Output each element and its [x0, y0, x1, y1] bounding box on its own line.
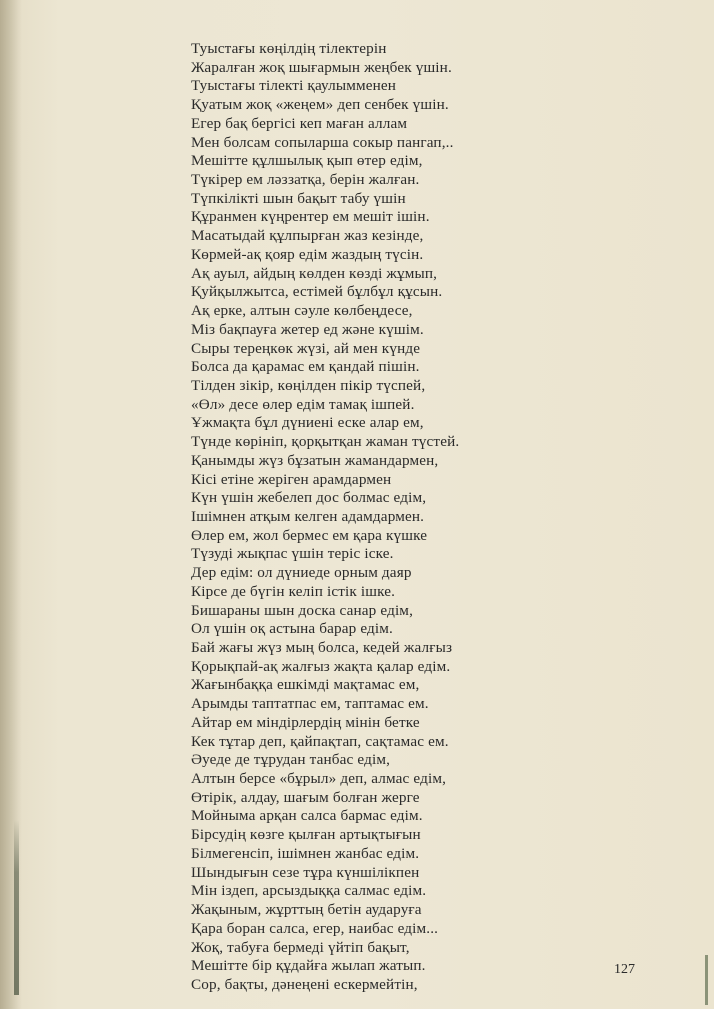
poem-line: Алтын берсе «бұрыл» деп, алмас едім,	[191, 770, 447, 788]
poem-line: Әуеде де тұрудан танбас едім,	[191, 751, 391, 769]
poem-line: Түпкілікті шын бақыт табу үшін	[191, 189, 406, 207]
poem-line: Түкірер ем ләззатқа, берін жалған.	[191, 171, 420, 189]
poem-line: Дер едім: ол дүниеде орным даяр	[191, 564, 412, 582]
poem-line: Мен болсам сопыларша сокыр пангап,..	[191, 133, 454, 151]
poem-line: Күн үшін жебелеп дос болмас едім,	[191, 489, 427, 507]
edge-stain-right	[705, 955, 708, 1005]
poem-line: Тілден зікір, көңілден пікір түспей,	[191, 376, 426, 394]
poem-line: Қорықпай-ақ жалғыз жақта қалар едім.	[191, 657, 451, 675]
poem-line: Кісі етіне жеріген арамдармен	[191, 470, 392, 488]
poem-line: Туыстағы көңілдің тілектерін	[191, 40, 387, 57]
poem-line: Болса да қарамас ем қандай пішін.	[191, 358, 420, 376]
poem-line: Көрмей-ақ қояр едім жаздың түсін.	[191, 245, 424, 263]
edge-stain	[14, 820, 19, 995]
poem-line: Жағынбаққа ешкімді мақтамас ем,	[191, 676, 420, 694]
poem-line: Ішімнен атқым келген адамдармен.	[191, 507, 425, 525]
poem-line: Арымды таптатпас ем, таптамас ем.	[191, 695, 429, 713]
poem-line: Егер бақ бергісі кеп маған аллам	[191, 114, 408, 132]
poem-line: «Өл» десе өлер едім тамақ ішпей.	[191, 395, 415, 413]
poem-line: Өтірік, алдау, шағым болған жерге	[191, 788, 420, 806]
poem-line: Бірсудің көзге қылған артықтығын	[191, 826, 421, 844]
poem-line: Ол үшін оқ астына барар едім.	[191, 620, 393, 638]
poem-line: Шындығын сезе тұра күншілікпен	[191, 863, 420, 881]
poem-line: Мешітте құлшылық қып өтер едім,	[191, 152, 423, 170]
poem-line: Мойныма арқан салса бармас едім.	[191, 807, 423, 825]
poem-line: Бишараны шын доска санар едім,	[191, 601, 414, 619]
poem-line: Айтар ем міндірлердің мінін бетке	[191, 713, 420, 731]
poem-line: Жаралған жоқ шығармын жеңбек үшін.	[191, 58, 452, 76]
poem-line: Қуйқылжытса, естімей бұлбұл құсын.	[191, 283, 443, 301]
poem-line: Масатыдай құлпырған жаз кезінде,	[191, 227, 424, 245]
poem-line: Туыстағы тілекті қаулымменен	[191, 77, 397, 95]
poem-line: Ақ ерке, алтын сәуле көлбеңдесе,	[191, 302, 413, 320]
poem-line: Қанымды жүз бұзатын жамандармен,	[191, 451, 439, 469]
poem-line: Түнде көрініп, қорқытқан жаман түстей.	[191, 433, 460, 451]
poem-line: Мешітте бір құдайға жылап жатып.	[191, 957, 426, 975]
poem-line: Жақыным, жұрттың бетін аударуға	[191, 901, 422, 919]
poem-text	[191, 40, 611, 995]
poem-line: Ұжмақта бұл дүниені еске алар ем,	[191, 414, 424, 432]
poem-line: Сыры тереңкөк жүзі, ай мен күнде	[191, 339, 421, 357]
page-number: 127	[614, 962, 635, 977]
poem-line: Қуатым жоқ «жеңем» деп сенбек үшін.	[191, 96, 449, 114]
poem-line: Кірсе де бүгін келіп істік ішке.	[191, 582, 396, 600]
poem-line: Сор, бақты, дәнеңені ескермейтін,	[191, 975, 418, 993]
poem-line: Білмегенсіп, ішімнен жанбас едім.	[191, 844, 420, 862]
poem-line: Өлер ем, жол бермес ем қара күшке	[191, 526, 428, 544]
poem-line: Түзуді жықпас үшін теріс іске.	[191, 545, 394, 563]
poem-line: Кек тұтар деп, қайпақтап, сақтамас ем.	[191, 732, 449, 750]
poem-line: Құранмен күңрентер ем мешіт ішін.	[191, 208, 430, 226]
poem-line: Бай жағы жүз мың болса, кедей жалғыз	[191, 639, 453, 656]
poem-line: Жоқ, табуға бермеді үйтіп бақыт,	[191, 938, 410, 956]
poem-line: Міз бақпауға жетер ед және күшім.	[191, 320, 424, 338]
poem-line: Қара боран салса, егер, наибас едім...	[191, 919, 439, 937]
poem-line: Мін іздеп, арсыздыққа салмас едім.	[191, 882, 427, 900]
poem-line: Ақ ауыл, айдың көлден көзді жұмып,	[191, 264, 438, 282]
